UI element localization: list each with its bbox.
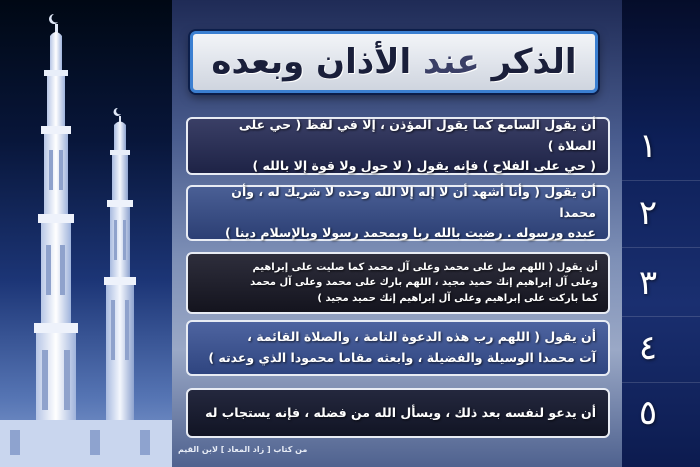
title-box [190, 31, 598, 93]
item-box [186, 320, 610, 376]
divider [622, 247, 700, 248]
item-line: عبده ورسوله . رضيت بالله ربا وبمحمد رسولا وبالإسلام دينا ) [225, 225, 596, 241]
list-item [186, 320, 678, 376]
item-box [186, 117, 610, 175]
item-text [198, 260, 598, 307]
item-line: أن يقول ( وأنا أشهد أن لا إله إلا الله وحده لا شريك له ، وأن محمدا [231, 184, 596, 220]
divider [622, 316, 700, 317]
item-box [186, 388, 610, 438]
divider [622, 180, 700, 181]
item-number: ٤ [638, 328, 658, 368]
item-line: أن يقول ( اللهم رب هذه الدعوة التامة ، والصلاة القائمة ، [247, 329, 596, 345]
page-title [211, 42, 576, 82]
minaret-icon [0, 0, 172, 467]
list-item [186, 185, 678, 241]
item-box [186, 185, 610, 241]
item-line: آت محمدا الوسيلة والفضيلة ، وابعثه مقاما محمودا الذي وعدته ) [208, 350, 596, 365]
item-line: وعلى آل إبراهيم إنك حميد مجيد ، اللهم بارك على محمد وعلى آل محمد [250, 277, 598, 289]
divider [622, 382, 700, 383]
title-part-1: الذكر [491, 42, 577, 82]
item-text [200, 115, 596, 177]
item-number: ٣ [638, 263, 658, 303]
list-item [186, 117, 678, 175]
item-text [200, 327, 596, 368]
item-number: ٢ [638, 193, 658, 233]
minaret-illustration [0, 0, 172, 467]
item-number: ٥ [638, 393, 658, 433]
item-line: أن يدعو لنفسه بعد ذلك ، ويسأل الله من فضله ، فإنه يستجاب له [205, 404, 596, 420]
item-text [200, 182, 596, 244]
item-line: أن يقول ( اللهم صل على محمد وعلى آل محمد كما صليت على إبراهيم [252, 261, 598, 273]
item-number: ١ [638, 126, 658, 166]
title-part-2: عند [423, 42, 480, 82]
item-text [200, 403, 596, 424]
source-credit: من كتاب [ زاد المعاد ] لابن القيم [178, 445, 308, 454]
list-item [186, 252, 678, 314]
item-box [186, 252, 610, 314]
item-line: أن يقول السامع كما يقول المؤذن ، إلا في لفظ ( حي على الصلاة ) [238, 117, 596, 153]
list-item [186, 388, 678, 438]
title-part-3: الأذان وبعده [211, 42, 412, 82]
item-line: ( حي على الفلاح ) فإنه يقول ( لا حول ولا قوة إلا بالله ) [252, 158, 596, 174]
item-line: كما باركت على إبراهيم وعلى آل إبراهيم إنك حميد مجيد ) [317, 292, 598, 304]
